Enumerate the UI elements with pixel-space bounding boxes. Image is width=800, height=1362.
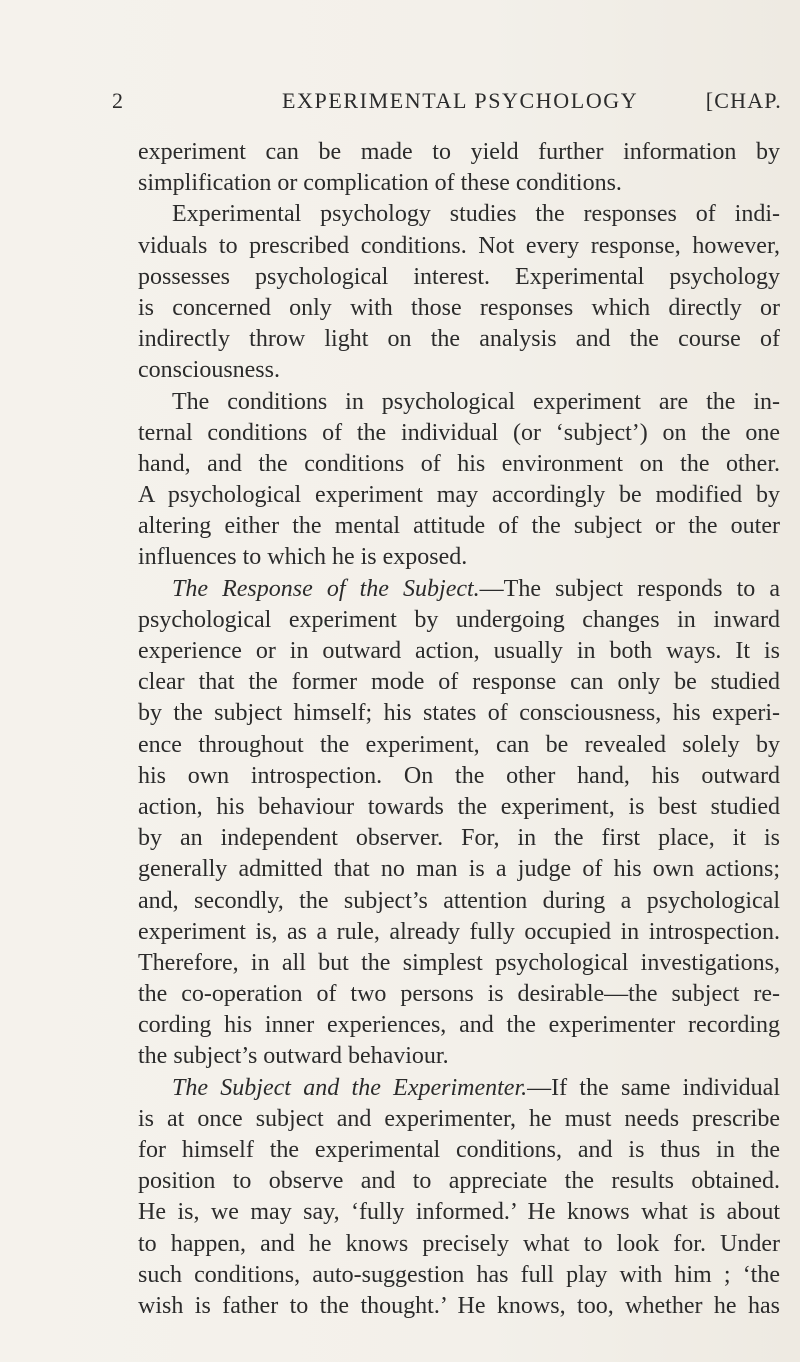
text-line bbox=[138, 948, 780, 979]
line-text: the co-operation of two persons is desirable—the subject re- bbox=[138, 981, 780, 1008]
text-line bbox=[138, 1197, 780, 1228]
line-text: by the subject himself; his states of consciousness, his experi- bbox=[138, 700, 780, 727]
text-line bbox=[138, 137, 780, 168]
section-heading: The Subject and the Experimenter. bbox=[172, 1074, 528, 1101]
text-line bbox=[138, 1260, 780, 1291]
line-text: influences to which he is exposed. bbox=[138, 544, 468, 571]
text-line bbox=[138, 667, 780, 698]
line-text: A psychological experiment may accordingly be modified by bbox=[138, 482, 780, 509]
line-text: cording his inner experiences, and the experimenter recording bbox=[138, 1012, 780, 1039]
line-text: by an independent observer. For, in the first place, it is bbox=[138, 825, 780, 852]
line-text: such conditions, auto-suggestion has full play with him ; ‘the bbox=[138, 1261, 780, 1288]
text-line bbox=[138, 979, 780, 1010]
chapter-marker: [CHAP. bbox=[705, 88, 782, 113]
text-line bbox=[138, 605, 780, 636]
line-text: possesses psychological interest. Experimental psychology bbox=[138, 263, 780, 290]
line-text: consciousness. bbox=[138, 357, 280, 384]
line-text: simplification or complication of these conditions. bbox=[138, 170, 622, 197]
line-text: altering either the mental attitude of the subject or the outer bbox=[138, 513, 780, 540]
text-line bbox=[138, 1166, 780, 1197]
line-text: hand, and the conditions of his environment on the other. bbox=[138, 450, 780, 477]
line-text: is at once subject and experimenter, he must needs prescribe bbox=[138, 1105, 780, 1132]
text-line bbox=[138, 1135, 780, 1166]
text-line bbox=[138, 1041, 780, 1072]
line-text: experiment can be made to yield further information by bbox=[138, 139, 780, 165]
text-line bbox=[138, 917, 780, 948]
line-text: experiment is, as a rule, already fully occupied in introspection. bbox=[138, 918, 780, 945]
line-text: and, secondly, the subject’s attention during a psychological bbox=[138, 887, 780, 914]
text-line bbox=[138, 387, 780, 418]
text-line bbox=[138, 1229, 780, 1260]
text-line bbox=[138, 792, 780, 823]
line-text: experience or in outward action, usually in both ways. It is bbox=[138, 638, 780, 664]
line-text: The conditions in psychological experiment are the in- bbox=[172, 388, 780, 415]
text-line bbox=[138, 480, 780, 511]
text-line bbox=[138, 1010, 780, 1041]
text-line bbox=[138, 636, 780, 667]
line-text: to happen, and he knows precisely what to look for. Under bbox=[138, 1230, 780, 1257]
text-line bbox=[138, 199, 780, 230]
line-text: indirectly throw light on the analysis and the course of bbox=[138, 326, 780, 353]
section-heading: The Response of the Subject. bbox=[172, 575, 480, 602]
text-line bbox=[138, 542, 780, 573]
line-text: Therefore, in all but the simplest psychological investigations, bbox=[138, 949, 780, 976]
line-text: —The subject responds to a bbox=[479, 575, 780, 602]
text-line bbox=[138, 511, 780, 542]
line-text: is concerned only with those responses which directly or bbox=[138, 294, 780, 321]
line-text: He is, we may say, ‘fully informed.’ He knows what is about bbox=[138, 1199, 780, 1226]
text-line bbox=[138, 231, 780, 262]
text-line bbox=[138, 886, 780, 917]
line-text: viduals to prescribed conditions. Not every response, however, bbox=[138, 232, 780, 259]
line-text: Experimental psychology studies the responses of indi- bbox=[172, 201, 780, 228]
text-line bbox=[138, 324, 780, 355]
text-line bbox=[138, 1073, 780, 1104]
line-text: ternal conditions of the individual (or ‘subject’) on the one bbox=[138, 419, 780, 446]
text-line bbox=[138, 418, 780, 449]
text-line bbox=[138, 355, 780, 386]
line-text: ence throughout the experiment, can be revealed solely by bbox=[138, 731, 780, 758]
line-text: psychological experiment by undergoing changes in inward bbox=[138, 606, 780, 633]
text-line bbox=[138, 293, 780, 324]
text-line bbox=[138, 823, 780, 854]
line-text: position to observe and to appreciate the results obtained. bbox=[138, 1168, 780, 1195]
body-text bbox=[138, 137, 780, 1322]
line-text: clear that the former mode of response can only be studied bbox=[138, 669, 780, 696]
text-line bbox=[138, 1104, 780, 1135]
text-line bbox=[138, 1291, 780, 1322]
text-line bbox=[138, 449, 780, 480]
text-line bbox=[138, 761, 780, 792]
line-text: his own introspection. On the other hand, his outward bbox=[138, 762, 780, 789]
text-line bbox=[138, 854, 780, 885]
text-line bbox=[138, 262, 780, 293]
text-line bbox=[138, 574, 780, 605]
line-text: action, his behaviour towards the experiment, is best studied bbox=[138, 793, 780, 820]
text-line bbox=[138, 730, 780, 761]
text-line bbox=[138, 698, 780, 729]
line-text: for himself the experimental conditions, and is thus in the bbox=[138, 1137, 780, 1163]
line-text: generally admitted that no man is a judge of his own actions; bbox=[138, 856, 780, 883]
line-text: wish is father to the thought.’ He knows, too, whether he has bbox=[138, 1292, 780, 1319]
line-text: the subject’s outward behaviour. bbox=[138, 1043, 449, 1070]
running-title: EXPERIMENTAL PSYCHOLOGY bbox=[282, 88, 639, 113]
page-number: 2 bbox=[112, 88, 125, 113]
line-text: —If the same individual bbox=[527, 1074, 780, 1101]
text-line bbox=[138, 168, 780, 199]
running-header bbox=[112, 88, 782, 122]
